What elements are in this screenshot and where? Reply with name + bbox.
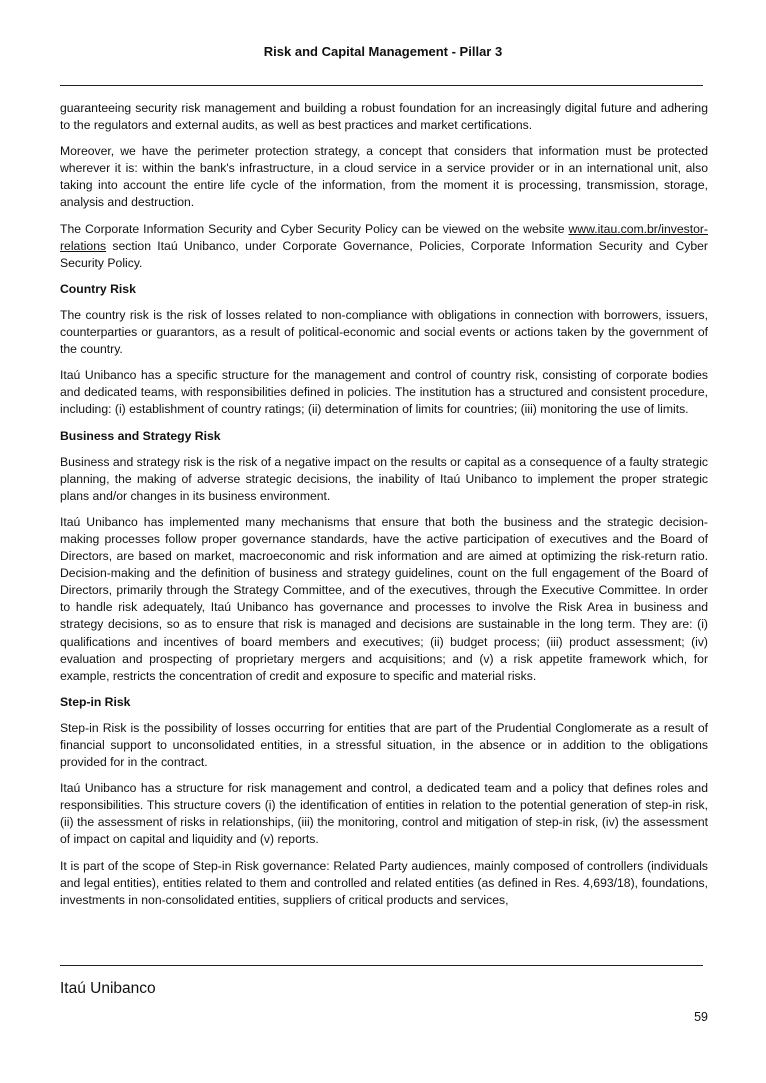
- paragraph-policy: [60, 221, 708, 272]
- document-body: [60, 100, 708, 918]
- page-header-title: Risk and Capital Management - Pillar 3: [263, 44, 503, 59]
- investor-relations-link[interactable]: www.itau.com.br/investor-relations: [60, 221, 708, 253]
- paragraph: Business and strategy risk is the risk of a negative impact on the results or capital as a consequence of a faulty strategic planning, the making of adverse strategic decisions, the inability of Itaú Unibanco to implement the proper strategic plans and/or changes in its business environment.: [60, 454, 708, 503]
- footer-company-name: Itaú Unibanco: [60, 980, 156, 997]
- paragraph: Moreover, we have the perimeter protection strategy, a concept that considers that information must be protected wherever it is: within the bank's infrastructure, in a cloud service in a service provider or in an international unit, also taking into account the entire life cycle of the information, from the moment it is processing, transmission, storage, analysis and destruction.: [60, 144, 708, 210]
- paragraph-text: The Corporate Information Security and Cyber Security Policy can be viewed on the website: [60, 221, 569, 236]
- paragraph-text: section Itaú Unibanco, under Corporate Governance, Policies, Corporate Information Security and Cyber Security Policy.: [60, 238, 708, 270]
- section-heading-business-strategy-risk: Business and Strategy Risk: [60, 428, 221, 443]
- paragraph: Itaú Unibanco has a specific structure for the management and control of country risk, consisting of corporate bodies and dedicated teams, with responsibilities defined in policies. The institution has a structured and consistent procedure, including: (i) establishment of country ratings; (ii) determination of limits for countries; (iii) monitoring the use of limits.: [60, 368, 708, 417]
- header-divider: [60, 85, 703, 86]
- paragraph: guaranteeing security risk management and building a robust foundation for an increasingly digital future and adhering to the regulators and external audits, as well as best practices and market certifications.: [60, 101, 708, 133]
- section-heading-country-risk: Country Risk: [60, 281, 136, 296]
- section-heading-step-in-risk: Step-in Risk: [60, 694, 131, 709]
- paragraph: Itaú Unibanco has implemented many mechanisms that ensure that both the business and the strategic decision-making processes follow proper governance standards, have the active participation of executives and the Board of Directors, are based on market, macroeconomic and risk information and are aimed at optimizing the risk-return ratio. Decision-making and the definition of business and strategy guidelines, count on the full engagement of the Board of Directors, primarily through the Strategy Committee, and of the executives, through the Executive Committee. In order to handle risk adequately, Itaú Unibanco has governance and processes to involve the Risk Area in business and strategy decisions, so as to ensure that risk is managed and decisions are sustainable in the long term. They are: (i) qualifications and incentives of board members and executives; (ii) budget process; (iii) product assessment; (iv) evaluation and prospecting of proprietary mergers and acquisitions; and (v) a risk appetite framework which, for example, restricts the concentration of credit and exposure to specific and material risks.: [60, 514, 708, 683]
- paragraph: Itaú Unibanco has a structure for risk management and control, a dedicated team and a policy that defines roles and responsibilities. This structure covers (i) the identification of entities in relation to the potential generation of step-in risk, (ii) the assessment of risks in relationships, (iii) the monitoring, control and mitigation of step-in risk, (iv) the assessment of impact on capital and liquidity and (v) reports.: [60, 781, 708, 847]
- paragraph: It is part of the scope of Step-in Risk governance: Related Party audiences, mainly composed of controllers (individuals and legal entities), entities related to them and controlled and related entities (as defined in Res. 4,693/18), foundations, investments in non-consolidated entities, suppliers of critical products and services,: [60, 858, 708, 907]
- page-number: 59: [694, 1010, 708, 1024]
- paragraph: The country risk is the risk of losses related to non-compliance with obligations in connection with borrowers, issuers, counterparties or guarantors, as a result of political-economic and social events or actions taken by the government of the country.: [60, 307, 708, 357]
- paragraph: Step-in Risk is the possibility of losses occurring for entities that are part of the Prudential Conglomerate as a result of financial support to unconsolidated entities, in a stressful situation, in the absence or in addition to the obligations provided for in the contract.: [60, 720, 708, 770]
- footer-divider: [60, 965, 703, 966]
